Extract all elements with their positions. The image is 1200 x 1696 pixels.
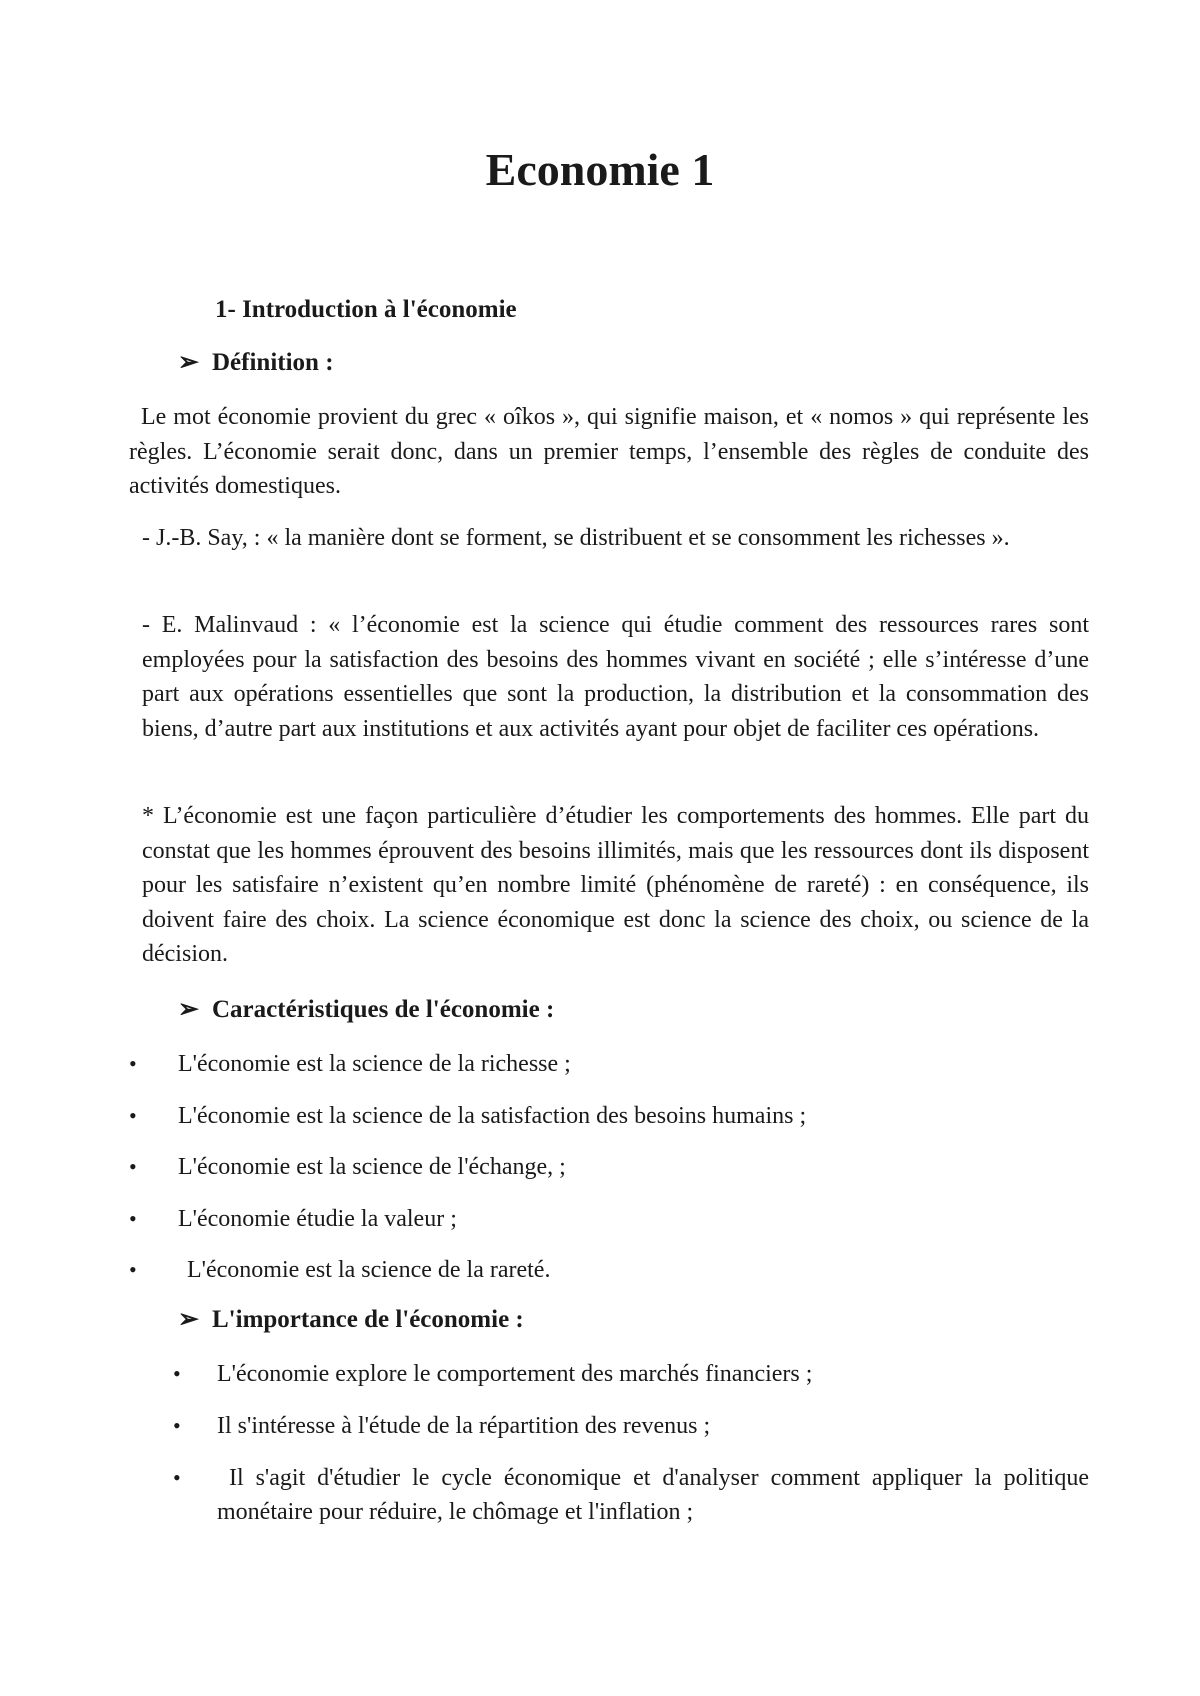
list-item-text: L'économie étudie la valeur ; [178,1206,457,1232]
subheading-definition-label: Définition : [212,349,334,376]
list-item-text: Il s'agit d'étudier le cycle économique et d'analyser comment appliquer la politique monétaire pour réduire, le chômage et l'inflation ; [217,1465,1089,1525]
bullet-icon: • [129,1051,137,1076]
list-item [129,1202,1089,1236]
arrow-bullet-icon: ➢ [178,1306,199,1333]
list-item-text: Il s'intéresse à l'étude de la répartition des revenus ; [217,1413,711,1439]
subheading-caracteristiques [178,994,554,1026]
page-title: Economie 1 [485,144,715,195]
list-item [129,1150,1089,1184]
list-item-text: L'économie est la science de la satisfaction des besoins humains ; [178,1103,807,1129]
list-item [129,1099,1089,1133]
bullet-icon: • [173,1413,181,1438]
paragraph-note: * L’économie est une façon particulière d’étudier les comportements des hommes. Elle part du constat que les hommes éprouvent des besoins illimités, mais que les ressources dont ils disposent pour les satisfaire n’existent qu’en nombre limité (phénomène de rareté) : en conséquence, ils doivent faire des choix. La science économique est donc la science des choix, ou science de la décision. [142,803,1089,967]
paragraph-quote-say: - J.-B. Say, : « la manière dont se forment, se distribuent et se consomment les richesses ». [142,525,1010,551]
bullet-icon: • [129,1154,137,1179]
list-item [173,1461,1093,1531]
bullet-icon: • [129,1103,137,1128]
section-heading-introduction: 1- Introduction à l'économie [215,296,517,323]
paragraph-quote-malinvaud: - E. Malinvaud : « l’économie est la science qui étudie comment des ressources rares sont employées pour la satisfaction des besoins des hommes vivant en société ; elle s’intéresse d’une part aux opérations essentielles que sont la production, la distribution et la consommation des biens, d’autre part aux institutions et aux activités ayant pour objet de faciliter ces opérations. [142,612,1089,742]
list-item-text: L'économie est la science de l'échange, ; [178,1154,566,1180]
arrow-bullet-icon: ➢ [178,996,199,1023]
bullet-icon: • [173,1361,181,1386]
list-item [129,1253,1089,1287]
list-item [173,1357,1093,1391]
list-item [129,1047,1089,1081]
paragraph-etymology: Le mot économie provient du grec « oîkos », qui signifie maison, et « nomos » qui représente les règles. L’économie serait donc, dans un premier temps, l’ensemble des règles de conduite des activités domestiques. [129,404,1089,499]
subheading-caracteristiques-label: Caractéristiques de l'économie : [212,996,555,1023]
subheading-importance [178,1304,524,1336]
bullet-icon: • [129,1206,137,1231]
bullet-icon: • [173,1465,181,1490]
list-item-text: L'économie est la science de la rareté. [187,1257,551,1283]
list-item [173,1409,1093,1443]
list-item-text: L'économie explore le comportement des marchés financiers ; [217,1361,813,1387]
bullet-icon: • [129,1257,137,1282]
subheading-definition [178,347,334,379]
arrow-bullet-icon: ➢ [178,349,199,376]
subheading-importance-label: L'importance de l'économie : [212,1306,524,1333]
list-item-text: L'économie est la science de la richesse ; [178,1051,571,1077]
